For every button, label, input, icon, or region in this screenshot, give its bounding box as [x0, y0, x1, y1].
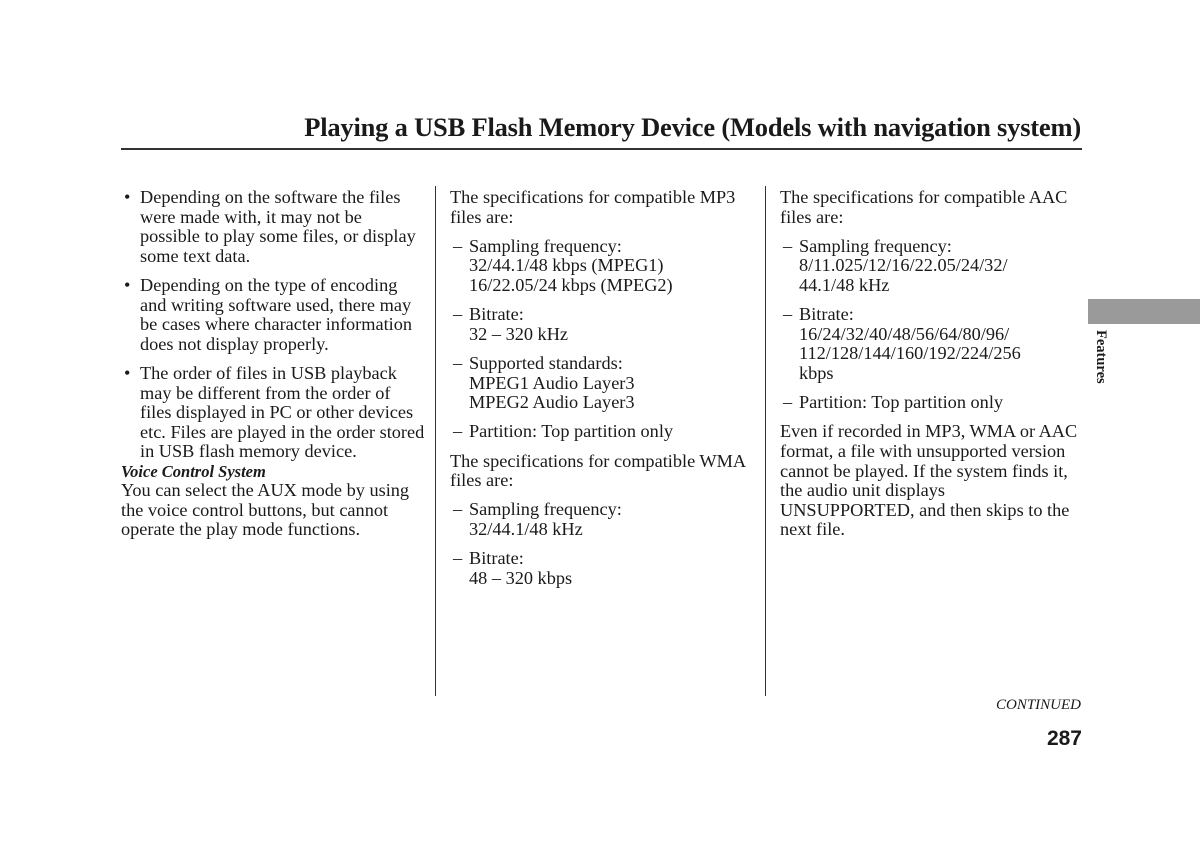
spec-label: Bitrate:: [469, 548, 524, 569]
column-divider: [435, 186, 436, 696]
spec-item: [450, 354, 750, 413]
spec-item: [450, 237, 750, 296]
mp3-intro: The specifications for compatible MP3 files are:: [450, 187, 736, 227]
column-divider: [765, 186, 766, 696]
spec-value: 32/44.1/48 kHz: [469, 518, 583, 539]
column-right: [780, 188, 1080, 549]
spec-value: MPEG2 Audio Layer3: [469, 392, 635, 413]
aac-intro: The specifications for compatible AAC files are:: [780, 187, 1068, 227]
spec-item: [780, 305, 1080, 383]
voice-control-text: You can select the AUX mode by using the voice control buttons, but cannot operate the play mode functions.: [121, 479, 410, 540]
dash-icon: –: [453, 421, 463, 442]
column-left: [121, 188, 426, 549]
spec-label: Sampling frequency:: [799, 235, 952, 256]
spec-label: Bitrate:: [799, 304, 854, 325]
dash-icon: –: [453, 304, 463, 325]
bullet-item: [121, 276, 426, 354]
bullet-icon: •: [124, 274, 131, 295]
bullet-text: Depending on the type of encoding and writing software used, there may be cases where character information does not display properly.: [140, 274, 413, 354]
dash-icon: –: [453, 235, 463, 256]
bullet-item: [121, 188, 426, 266]
spec-value: 8/11.025/12/16/22.05/24/32/: [799, 255, 1008, 276]
continued-label: CONTINUED: [995, 697, 1081, 713]
spec-value: kbps: [799, 362, 834, 383]
bullet-text: The order of files in USB playback may be different from the order of files displayed in PC or other devices etc. Files are played in the order stored in USB flash memory device.: [140, 362, 425, 462]
spec-label: Sampling frequency:: [469, 499, 622, 520]
title-rule: [121, 148, 1082, 150]
dash-icon: –: [783, 304, 793, 325]
spec-label: Sampling frequency:: [469, 235, 622, 256]
spec-value: 32/44.1/48 kbps (MPEG1): [469, 255, 664, 276]
bullet-icon: •: [124, 187, 131, 207]
spec-label: Partition: Top partition only: [469, 421, 674, 442]
voice-control-heading: Voice Control System: [121, 461, 266, 481]
dash-icon: –: [783, 235, 793, 256]
section-tab: [1088, 299, 1200, 324]
dash-icon: –: [453, 352, 463, 373]
unsupported-note: Even if recorded in MP3, WMA or AAC format, a file with unsupported version cannot be played. If the system finds it, the audio unit displays UNSUPPORTED, and then skips to the next file.: [780, 421, 1078, 540]
spec-item: [450, 549, 750, 588]
wma-intro: The specifications for compatible WMA files are:: [450, 450, 746, 491]
spec-item: [450, 305, 750, 344]
section-label: Features: [1093, 330, 1109, 384]
spec-label: Partition: Top partition only: [799, 392, 1004, 413]
spec-item: [780, 393, 1080, 413]
spec-value: 16/24/32/40/48/56/64/80/96/: [799, 323, 1010, 344]
page-title: Playing a USB Flash Memory Device (Models with navigation system): [304, 112, 1081, 142]
bullet-item: [121, 364, 426, 462]
spec-label: Bitrate:: [469, 304, 524, 325]
bullet-icon: •: [124, 362, 131, 383]
spec-value: 48 – 320 kbps: [469, 567, 573, 588]
spec-value: MPEG1 Audio Layer3: [469, 372, 635, 393]
spec-item: [780, 237, 1080, 296]
page-number: 287: [1046, 727, 1082, 750]
spec-item: [450, 500, 750, 539]
dash-icon: –: [453, 499, 463, 520]
dash-icon: –: [783, 392, 793, 413]
spec-item: [450, 422, 750, 442]
bullet-text: Depending on the software the files were made with, it may not be possible to play some files, or display some text data.: [140, 187, 416, 266]
spec-label: Supported standards:: [469, 352, 623, 373]
spec-value: 44.1/48 kHz: [799, 274, 890, 295]
spec-value: 16/22.05/24 kbps (MPEG2): [469, 274, 673, 295]
dash-icon: –: [453, 548, 463, 569]
column-middle: [450, 188, 750, 598]
spec-value: 112/128/144/160/192/224/256: [799, 343, 1021, 364]
spec-value: 32 – 320 kHz: [469, 323, 569, 344]
